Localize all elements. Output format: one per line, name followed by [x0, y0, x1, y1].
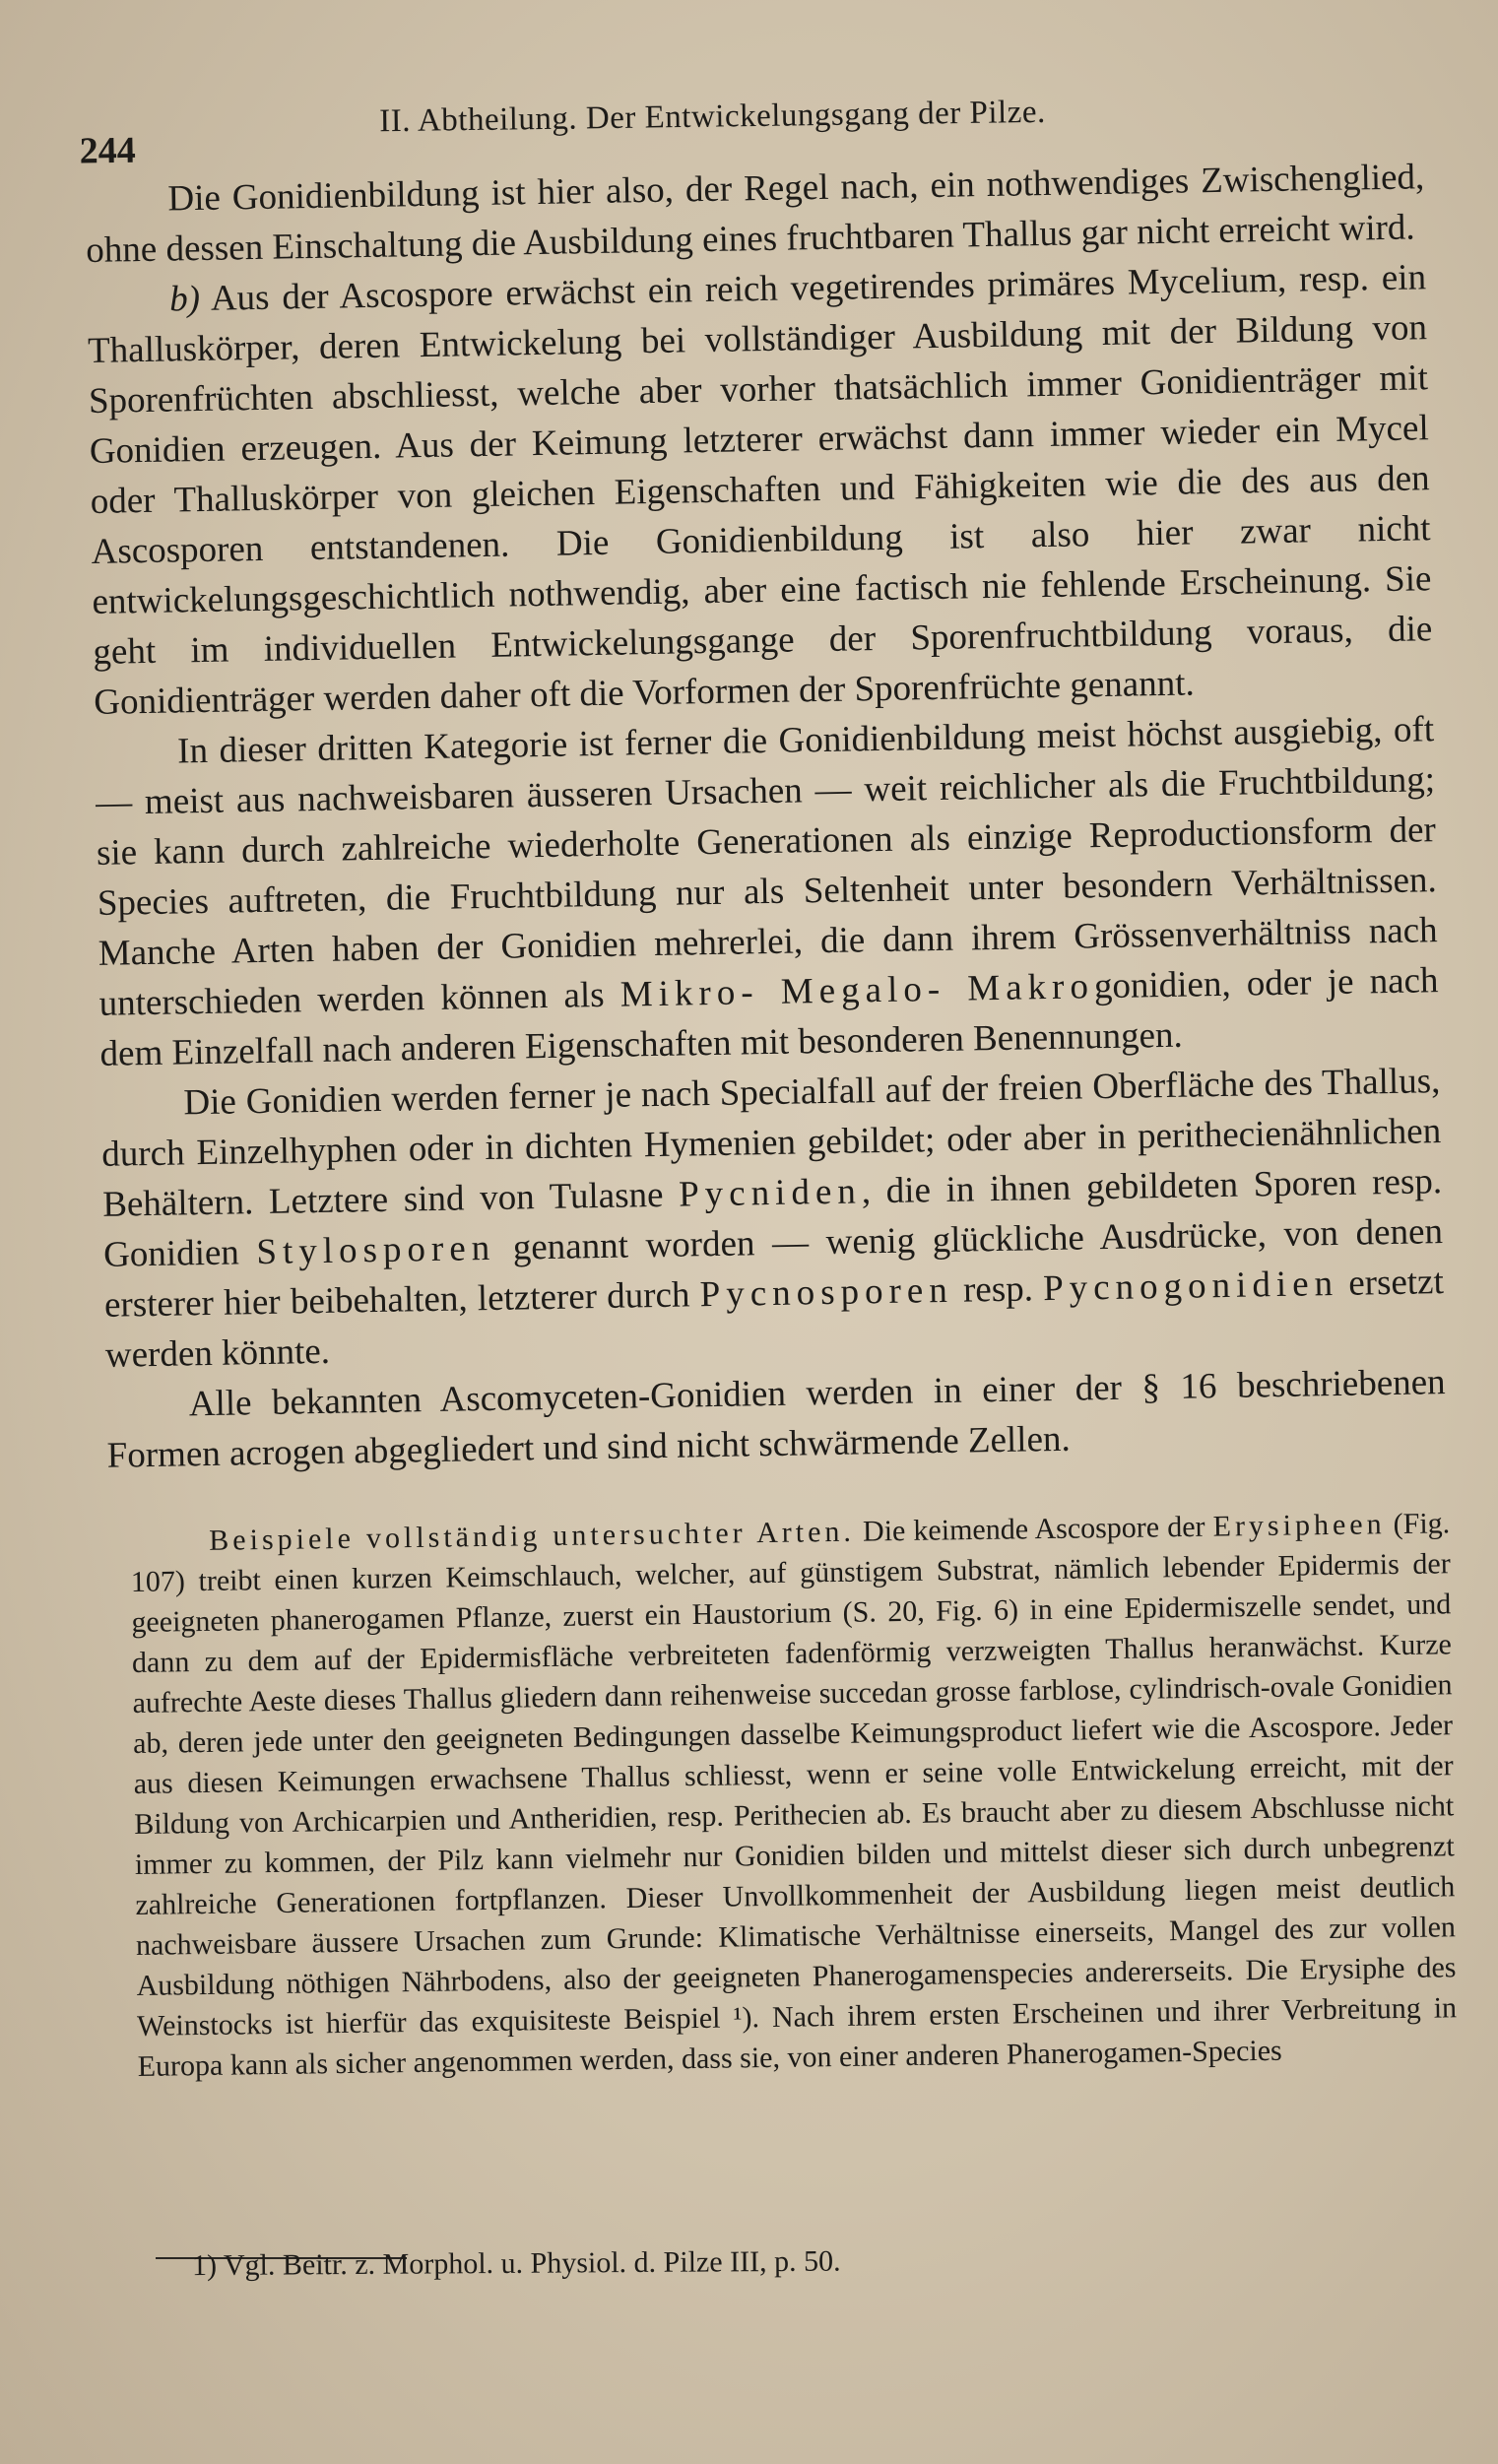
text-run: In dieser dritten Kategorie ist ferner die Gonidienbildung meist höchst ausgiebig, oft — meist aus nachweisbaren äusseren Ursachen — weit reichlicher als die Fruchtbildung; sie kann durch zahlreiche wiederholte Generationen als einzige Reproductionsform der Species auftreten, die Fruchtbildung nur als Seltenheit unter besondern Verhältnissen. Manche Arten haben der Gonidien mehrerlei, die dann ihrem Grössenverhältniss nach unterschieden werden können als	[95, 709, 1438, 1024]
paragraph-beispiele	[130, 1503, 1458, 2087]
text-run: Alle bekannten Ascomyceten-Gonidien werden in einer der § 16 beschriebenen Formen acrogen abgegliedert und sind nicht schwärmende Zellen.	[106, 1362, 1446, 1476]
running-head: II. Abtheilung. Der Entwickelungsgang der Pilze.	[379, 94, 1046, 140]
text-run: , die in ihnen gebildeten Sporen resp. Gonidien	[102, 1161, 1443, 1275]
list-label: b)	[168, 278, 201, 320]
spaced-term: Pycniden	[678, 1171, 863, 1215]
footnote: 1) Vgl. Beitr. z. Morphol. u. Physiol. d. Pilze III, p. 50.	[191, 2244, 841, 2283]
page-header	[79, 89, 1428, 172]
text-run: resp.	[952, 1268, 1044, 1311]
text-run: Aus der Ascospore erwächst ein reich vegetirendes primäres Mycelium, resp. ein Thalluskörper, deren Entwickelung bei vollständiger Ausbildung mit der Bildung von Sporenfrüchten abschliesst, welche aber vorher thatsächlich immer Gonidienträger mit Gonidien erzeugen. Aus der Keimung letzterer erwächst dann immer wieder ein Mycel oder Thalluskörper von gleichen Eigenschaften und Fähigkeiten wie die des aus den Ascosporen entstandenen. Die Gonidienbildung ist also hier zwar nicht entwickelungsgeschichtlich nothwendig, aber eine factisch nie fehlende Erscheinung. Sie geht im individuellen Entwickelungsgange der Sporenfruchtbildung voraus, die Gonidienträger werden daher oft die Vorformen der Sporenfrüchte genannt.	[87, 257, 1433, 723]
text-run: (Fig. 107) treibt einen kurzen Keimschlauch, welcher, auf günstigem Substrat, nämlich lebender Epidermis der geeigneten phanerogamen Pflanze, zuerst ein Haustorium (S. 20, Fig. 6) in eine Epidermiszelle sendet, und dann zu dem auf der Epidermisfläche verbreiteten fadenförmig verzweigten Thallus heranwächst. Kurze aufrechte Aeste dieses Thallus gliedern dann reihenweise succedan grosse farblose, cylindrisch-ovale Gonidien ab, deren jede unter den geeigneten Bedingungen dasselbe Keimungsproduct liefert wie die Ascospore. Jeder aus diesen Keimungen erwachsene Thallus schliesst, wenn er seine volle Entwickelung erreicht, mit der Bildung von Archicarpien und Antheridien, resp. Perithecien ab. Es braucht aber zu diesem Abschlusse nicht immer zu kommen, der Pilz kann vielmehr nur Gonidien bilden und mittelst dieser sich durch unbegrenzt zahlreiche Generationen fortpflanzen. Dieser Unvollkommenheit der Ausbildung liegen meist deutlich nachweisbare äussere Ursachen zum Grunde: Klimatische Verhältnisse einerseits, Mangel des zur vollen Ausbildung nöthigen Nährbodens, also der geeigneten Phanerogamenspecies andererseits. Die Erysiphe des Weinstocks ist hierfür das exquisiteste Beispiel ¹). Nach ihrem ersten Erscheinen und ihrer Verbreitung in Europa kann als sicher angenommen werden, dass sie, von einer anderen Phanerogamen-Species	[130, 1507, 1458, 2083]
paragraph-b-ascospore	[87, 252, 1434, 728]
text-run: Die Gonidienbildung ist hier also, der Regel nach, ein nothwendiges Zwischenglied, ohne dessen Einschaltung die Ausbildung eines fruchtbaren Thallus gar nicht erreicht wird.	[85, 157, 1425, 271]
small-print-section	[130, 1503, 1458, 2087]
spaced-term: Pycnogonidien	[1042, 1263, 1339, 1310]
spaced-term: Pycnosporen	[699, 1269, 954, 1316]
spaced-term: Stylosporen	[256, 1227, 496, 1273]
text-run: genannt worden — wenig glückliche Ausdrücke, von denen ersterer hier beibehalten, letzterer durch	[103, 1211, 1444, 1326]
text-run: Die Gonidien werden ferner je nach Specialfall auf der freien Oberfläche des Thallus, durch Einzelhyphen oder in dichten Hymenien gebildet; oder aber in perithecienähnlichen Behältern. Letztere sind von Tulasne	[100, 1061, 1442, 1225]
text-run: Die keimende Ascospore der	[854, 1510, 1213, 1548]
paragraph-pycniden	[100, 1056, 1445, 1381]
text-run: gonidien, oder je nach dem Einzelfall nach anderen Eigenschaften mit besonderen Benennungen.	[99, 960, 1439, 1074]
page-number: 244	[79, 129, 136, 172]
spaced-term: Mikro- Megalo- Makro	[619, 966, 1095, 1015]
spaced-term: Beispiele vollständig untersuchter Arten.	[209, 1515, 856, 1557]
paragraph-dritte-kategorie	[95, 704, 1440, 1079]
main-text	[85, 152, 1447, 1481]
spaced-term: Erysipheen	[1212, 1508, 1386, 1543]
text-run: ersetzt werden könnte.	[104, 1262, 1445, 1376]
